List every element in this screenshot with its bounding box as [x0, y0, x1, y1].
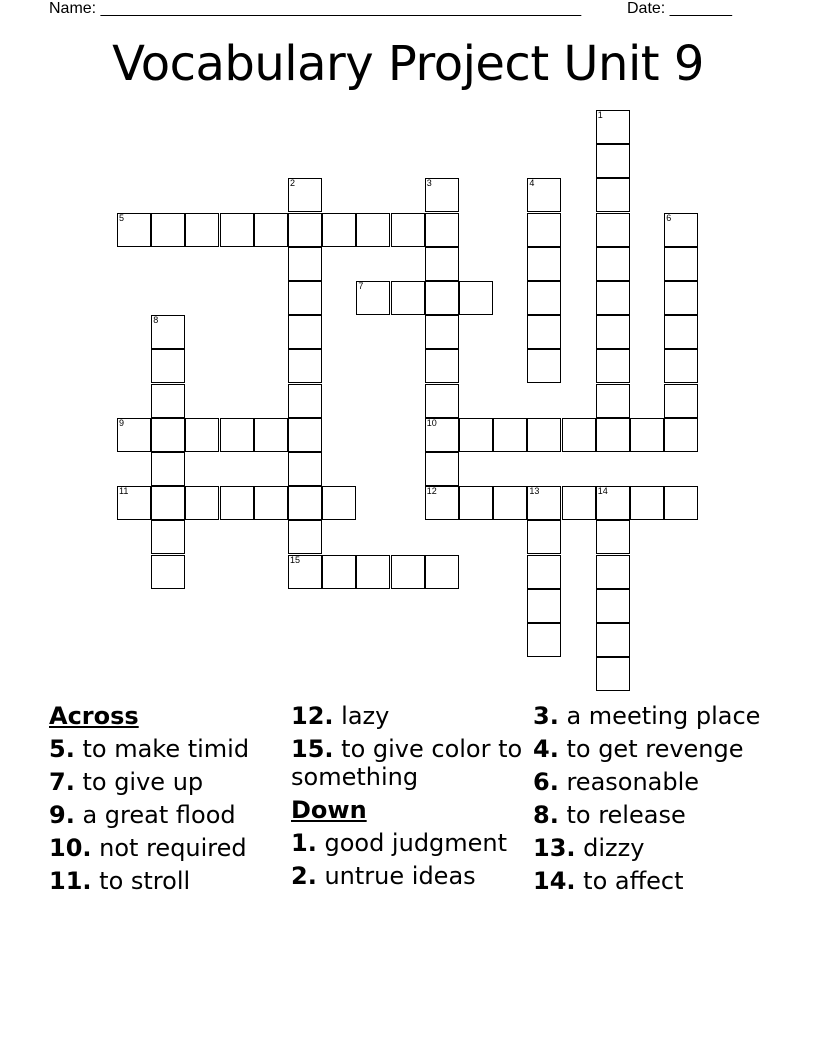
- crossword-cell[interactable]: [527, 555, 561, 589]
- crossword-cell[interactable]: [596, 349, 630, 383]
- crossword-cell[interactable]: [425, 247, 459, 281]
- crossword-cell[interactable]: [664, 213, 698, 247]
- crossword-cell[interactable]: [151, 486, 185, 520]
- crossword-cell[interactable]: [288, 520, 322, 554]
- clues-column-1: [49, 702, 279, 900]
- clue-text: reasonable: [566, 768, 700, 796]
- clue-number: 2.: [291, 862, 317, 890]
- crossword-cell[interactable]: [596, 315, 630, 349]
- clue-number-label: 5: [119, 212, 125, 223]
- crossword-cell[interactable]: [425, 349, 459, 383]
- across-heading: Across: [49, 702, 139, 730]
- clue-number-label: 7: [358, 281, 364, 291]
- crossword-cell[interactable]: [288, 486, 322, 520]
- clue-number: 5.: [49, 735, 75, 763]
- date-field-label: Date: _______: [627, 0, 732, 17]
- clue-text: untrue ideas: [324, 862, 476, 890]
- clues-column-3: [533, 702, 783, 900]
- clue-down-13: [533, 834, 783, 862]
- clue-text: a meeting place: [566, 702, 761, 730]
- clue-number-label: 11: [119, 486, 129, 497]
- clue-text: good judgment: [324, 829, 508, 857]
- crossword-cell[interactable]: [425, 178, 459, 212]
- clue-number-label: 12: [426, 486, 437, 497]
- crossword-cell[interactable]: [527, 349, 561, 383]
- clue-text: to stroll: [99, 867, 191, 895]
- clue-number-label: 9: [119, 417, 125, 428]
- crossword-cell[interactable]: [288, 178, 322, 212]
- crossword-cell[interactable]: [527, 281, 561, 315]
- crossword-cell[interactable]: [596, 144, 630, 178]
- crossword-cell[interactable]: [596, 520, 630, 554]
- crossword-cell[interactable]: [288, 418, 322, 452]
- crossword-cell[interactable]: [459, 418, 493, 452]
- crossword-cell[interactable]: [117, 418, 151, 452]
- crossword-cell[interactable]: [596, 213, 630, 247]
- crossword-cell[interactable]: [288, 555, 322, 589]
- puzzle-title: Vocabulary Project Unit 9: [112, 36, 704, 92]
- crossword-cell[interactable]: [562, 486, 596, 520]
- crossword-cell[interactable]: [254, 418, 288, 452]
- crossword-cell[interactable]: [425, 486, 459, 520]
- crossword-cell[interactable]: [220, 418, 254, 452]
- crossword-cell[interactable]: [254, 213, 288, 247]
- crossword-cell[interactable]: [596, 281, 630, 315]
- clue-number: 11.: [49, 867, 92, 895]
- crossword-cell[interactable]: [425, 281, 459, 315]
- crossword-cell[interactable]: [596, 589, 630, 623]
- clue-number: 10.: [49, 834, 92, 862]
- crossword-cell[interactable]: [288, 349, 322, 383]
- crossword-cell[interactable]: [151, 555, 185, 589]
- crossword-cell[interactable]: [630, 418, 664, 452]
- crossword-cell[interactable]: [151, 452, 185, 486]
- clue-number: 8.: [533, 801, 559, 829]
- crossword-cell[interactable]: [117, 213, 151, 247]
- crossword-cell[interactable]: [151, 349, 185, 383]
- crossword-cell[interactable]: [322, 213, 356, 247]
- crossword-cell[interactable]: [288, 213, 322, 247]
- crossword-cell[interactable]: [596, 178, 630, 212]
- crossword-cell[interactable]: [527, 520, 561, 554]
- crossword-cell[interactable]: [664, 384, 698, 418]
- crossword-cell[interactable]: [391, 555, 425, 589]
- clue-number: 3.: [533, 702, 559, 730]
- crossword-cell[interactable]: [288, 281, 322, 315]
- name-field-label: Name: ______________________________________________________: [49, 0, 582, 17]
- crossword-cell[interactable]: [630, 486, 664, 520]
- crossword-cell[interactable]: [220, 486, 254, 520]
- crossword-cell[interactable]: [664, 247, 698, 281]
- crossword-cell[interactable]: [185, 418, 219, 452]
- clue-number: 13.: [533, 834, 576, 862]
- clue-number: 15.: [291, 735, 334, 763]
- crossword-cell[interactable]: [151, 384, 185, 418]
- clue-text: to give up: [82, 768, 204, 796]
- clue-text: to release: [566, 801, 686, 829]
- crossword-cell[interactable]: [562, 418, 596, 452]
- clue-text: to get revenge: [566, 735, 744, 763]
- crossword-cell[interactable]: [664, 349, 698, 383]
- clue-down-3: [533, 702, 783, 730]
- crossword-cell[interactable]: [117, 486, 151, 520]
- clue-number: 12.: [291, 702, 334, 730]
- crossword-cell[interactable]: [322, 486, 356, 520]
- crossword-cell[interactable]: [425, 418, 459, 452]
- crossword-cell[interactable]: [596, 418, 630, 452]
- clue-number: 4.: [533, 735, 559, 763]
- crossword-cell[interactable]: [664, 486, 698, 520]
- clue-number-label: 4: [529, 178, 535, 189]
- crossword-cell[interactable]: [527, 247, 561, 281]
- crossword-cell[interactable]: [527, 486, 561, 520]
- crossword-cell[interactable]: [288, 452, 322, 486]
- clue-number: 1.: [291, 829, 317, 857]
- crossword-cell[interactable]: [322, 555, 356, 589]
- crossword-cell[interactable]: [391, 281, 425, 315]
- crossword-cell[interactable]: [527, 589, 561, 623]
- clue-number-label: 10: [426, 417, 437, 428]
- crossword-cell[interactable]: [664, 315, 698, 349]
- clue-down-14: [533, 867, 783, 895]
- clue-number: 14.: [533, 867, 576, 895]
- crossword-cell[interactable]: [425, 384, 459, 418]
- crossword-cell[interactable]: [356, 281, 390, 315]
- clue-number-label: 3: [426, 178, 432, 189]
- clue-number-label: 14: [597, 486, 608, 497]
- clue-text: to affect: [583, 867, 684, 895]
- clues-column-2: [291, 702, 526, 895]
- crossword-cell[interactable]: [527, 315, 561, 349]
- clue-text: dizzy: [583, 834, 645, 862]
- crossword-cell[interactable]: [425, 452, 459, 486]
- clue-number-label: 13: [529, 486, 540, 497]
- crossword-cell[interactable]: [288, 384, 322, 418]
- crossword-cell[interactable]: [596, 247, 630, 281]
- clue-number: 7.: [49, 768, 75, 796]
- crossword-cell[interactable]: [596, 384, 630, 418]
- crossword-cell[interactable]: [527, 623, 561, 657]
- clue-across-10: [49, 834, 279, 862]
- clue-text: to make timid: [82, 735, 250, 763]
- crossword-cell[interactable]: [664, 281, 698, 315]
- clue-down-6: [533, 768, 783, 796]
- crossword-cell[interactable]: [151, 213, 185, 247]
- crossword-cell[interactable]: [425, 315, 459, 349]
- down-heading: Down: [291, 796, 367, 824]
- crossword-cell[interactable]: [596, 555, 630, 589]
- clue-text: lazy: [341, 702, 390, 730]
- clue-across-11: [49, 867, 279, 895]
- clue-across-7: [49, 768, 279, 796]
- clue-across-9: [49, 801, 279, 829]
- crossword-cell[interactable]: [527, 418, 561, 452]
- crossword-cell[interactable]: [425, 213, 459, 247]
- crossword-cell[interactable]: [220, 213, 254, 247]
- crossword-cell[interactable]: [425, 555, 459, 589]
- clue-number-label: 2: [290, 178, 296, 189]
- crossword-cell[interactable]: [151, 315, 185, 349]
- clue-across-12: [291, 702, 526, 730]
- clue-number: 9.: [49, 801, 75, 829]
- crossword-cell[interactable]: [527, 213, 561, 247]
- crossword-cell[interactable]: [596, 657, 630, 691]
- crossword-cell[interactable]: [356, 213, 390, 247]
- clue-down-4: [533, 735, 783, 763]
- clue-down-2: [291, 862, 526, 890]
- clue-number-label: 6: [666, 212, 672, 223]
- clue-number-label: 1: [597, 110, 603, 120]
- crossword-cell[interactable]: [185, 486, 219, 520]
- crossword-cell[interactable]: [596, 623, 630, 657]
- crossword-cell[interactable]: [151, 520, 185, 554]
- crossword-cell[interactable]: [664, 418, 698, 452]
- crossword-cell[interactable]: [254, 486, 288, 520]
- clue-number: 6.: [533, 768, 559, 796]
- crossword-cell[interactable]: [596, 486, 630, 520]
- crossword-cell[interactable]: [151, 418, 185, 452]
- crossword-cell[interactable]: [391, 213, 425, 247]
- clue-number-label: 15: [290, 554, 301, 565]
- crossword-cell[interactable]: [459, 486, 493, 520]
- crossword-cell[interactable]: [185, 213, 219, 247]
- crossword-cell[interactable]: [288, 315, 322, 349]
- clue-down-8: [533, 801, 783, 829]
- crossword-cell[interactable]: [527, 178, 561, 212]
- clue-across-15: [291, 735, 526, 791]
- clue-text: to give color to something: [291, 735, 523, 791]
- crossword-cell[interactable]: [288, 247, 322, 281]
- clue-across-5: [49, 735, 279, 763]
- crossword-cell[interactable]: [596, 110, 630, 144]
- clue-number-label: 8: [153, 315, 159, 326]
- crossword-cell[interactable]: [493, 486, 527, 520]
- crossword-cell[interactable]: [493, 418, 527, 452]
- crossword-cell[interactable]: [356, 555, 390, 589]
- clue-text: not required: [99, 834, 247, 862]
- clue-down-1: [291, 829, 526, 857]
- crossword-cell[interactable]: [459, 281, 493, 315]
- clue-text: a great flood: [82, 801, 236, 829]
